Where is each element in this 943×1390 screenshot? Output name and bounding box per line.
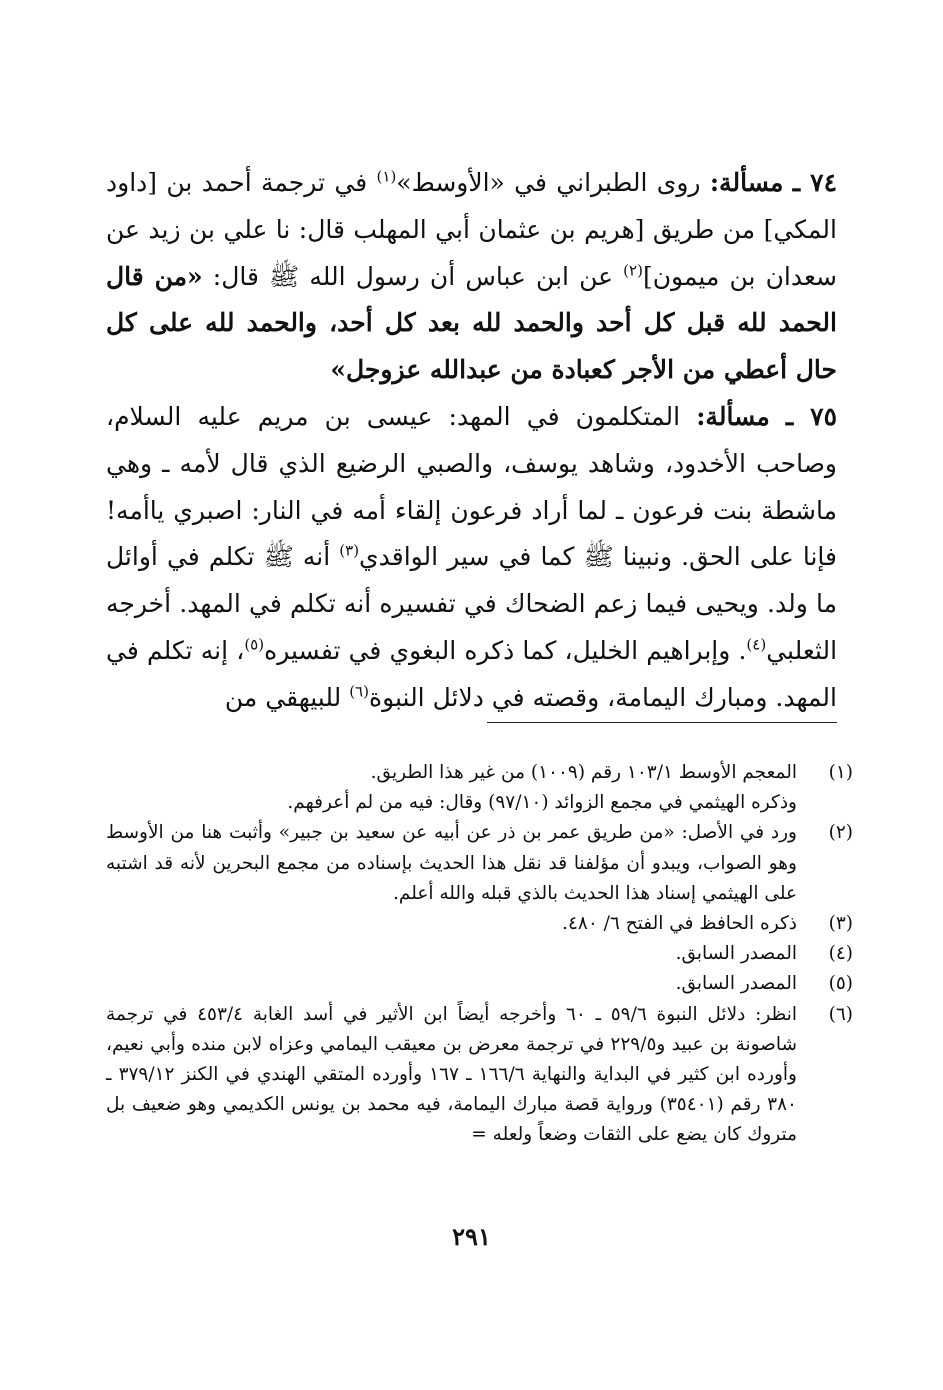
footnote <box>106 818 853 909</box>
paragraph-text: أنه ﷺ تكلم في أوائل ما ولد. ويحيى فيما زعم الضحاك في تفسيره أنه تكلم في المهد. أخرجه الثعلبي <box>106 542 838 665</box>
issue-keyword: مسألة: <box>709 168 784 197</box>
issue-number: ٧٥ ـ <box>785 401 837 431</box>
footnote-continuation: وذكره الهيثمي في مجمع الزوائد (٩٧/١٠) وقال: فيه من لم أعرفهم. <box>287 792 797 814</box>
issue-number: ٧٤ ـ <box>792 168 838 197</box>
footnote <box>106 758 853 788</box>
footnote-text: ورد في الأصل: «من طريق عمر بن ذر عن أبيه عن سعيد بن جبير» وأثبت هنا من الأوسط وهو الصواب، ويبدو أن مؤلفنا قد نقل هذا الحديث بإسناده من مجمع البحرين لأنه قد اشتبه على الهيثمي إسناد هذا الحديث بالذي قبله والله أعلم. <box>106 822 797 904</box>
paragraph-text: ، إنه تكلم في المهد. ومبارك اليمامة، وقصته في دلائل النبوة <box>106 635 837 712</box>
footnote <box>106 969 853 999</box>
footnote-text: انظر: دلائل النبوة ٥٩/٦ ـ ٦٠ وأخرجه أيضاً ابن الأثير في أسد الغابة ٤٥٣/٤ في ترجمة شاصونة بن عبيد و٢٢٩/٥ في ترجمة معرض بن معيقب اليمامي وعزاه لابن منده وأبي نعيم، وأورده ابن كثير في البداية والنهاية ١٦٦/٦ ـ ١٦٧ وأورده المتقي الهندي في الكنز ٣٧٩/١٢ ـ ٣٨٠ رقم (٣٥٤٠١) ورواية قصة مبارك اليمامة، فيه محمد بن يونس الكديمي وهو ضعيف بل متروك كان يضع على الثقات وضعاً ولعله = <box>106 1003 798 1146</box>
footnote-mark: (٤) <box>828 943 853 965</box>
footnote <box>106 939 853 969</box>
footnote <box>106 909 853 939</box>
paragraph-74 <box>106 160 837 394</box>
footnote-ref: (٦) <box>349 682 369 701</box>
footnote-separator <box>487 722 837 723</box>
main-text <box>106 160 837 722</box>
footnote-ref: (٣) <box>339 542 360 561</box>
footnote-text: ذكره الحافظ في الفتح ٦/ ٤٨٠. <box>562 913 797 935</box>
footnote-mark: (٥) <box>828 973 853 995</box>
footnotes <box>106 758 853 1151</box>
footnote-ref: (١) <box>376 167 397 186</box>
paragraph-text: . وإبراهيم الخليل، كما ذكره البغوي في تفسيره <box>264 635 747 665</box>
paragraph-text: للبيهقي من <box>224 682 350 712</box>
footnote-text: المعجم الأوسط ١٠٣/١ رقم (١٠٠٩) من غير هذا الطريق. <box>370 762 797 783</box>
footnote-ref: (٥) <box>244 635 265 654</box>
paragraph-text: عن ابن عباس أن رسول الله ﷺ قال: <box>202 261 624 291</box>
footnote-mark: (٣) <box>828 913 853 935</box>
paragraph-text: المتكلمون في المهد: عيسى بن مريم عليه السلام، وصاحب الأخدود، وشاهد يوسف، والصبي الرضيع الذي قال لأمه ـ وهي ماشطة بنت فرعون ـ لما أراد فرعون إلقاء أمه في النار: اصبري ياأمه! فإنا على الحق. ونبينا ﷺ كما في سير الواقدي <box>106 401 837 572</box>
paragraph-text: روى الطبراني في «الأوسط» <box>396 168 710 197</box>
footnote-text: المصدر السابق. <box>675 973 797 995</box>
footnote-text: المصدر السابق. <box>675 943 797 965</box>
footnote-ref: (٤) <box>746 635 767 654</box>
paragraph-75 <box>106 394 837 722</box>
footnote-mark: (١) <box>828 762 853 783</box>
issue-keyword: مسألة: <box>696 401 770 431</box>
hadith-quote: «من قال الحمد لله قبل كل أحد والحمد لله بعد كل أحد، والحمد لله على كل حال أعطي من الأجر كعبادة من عبدالله عزوجل» <box>106 261 837 385</box>
footnote-mark: (٦) <box>828 1003 853 1025</box>
footnote-mark: (٢) <box>828 822 853 844</box>
footnote-ref: (٢) <box>623 261 643 280</box>
page-number: ٢٩١ <box>452 1222 491 1251</box>
footnote <box>106 1000 853 1151</box>
paragraph-text: في ترجمة أحمد بن [داود المكي] من طريق [هريم بن عثمان أبي المهلب قال: نا علي بن زيد عن سعدان بن ميمون] <box>106 168 838 291</box>
